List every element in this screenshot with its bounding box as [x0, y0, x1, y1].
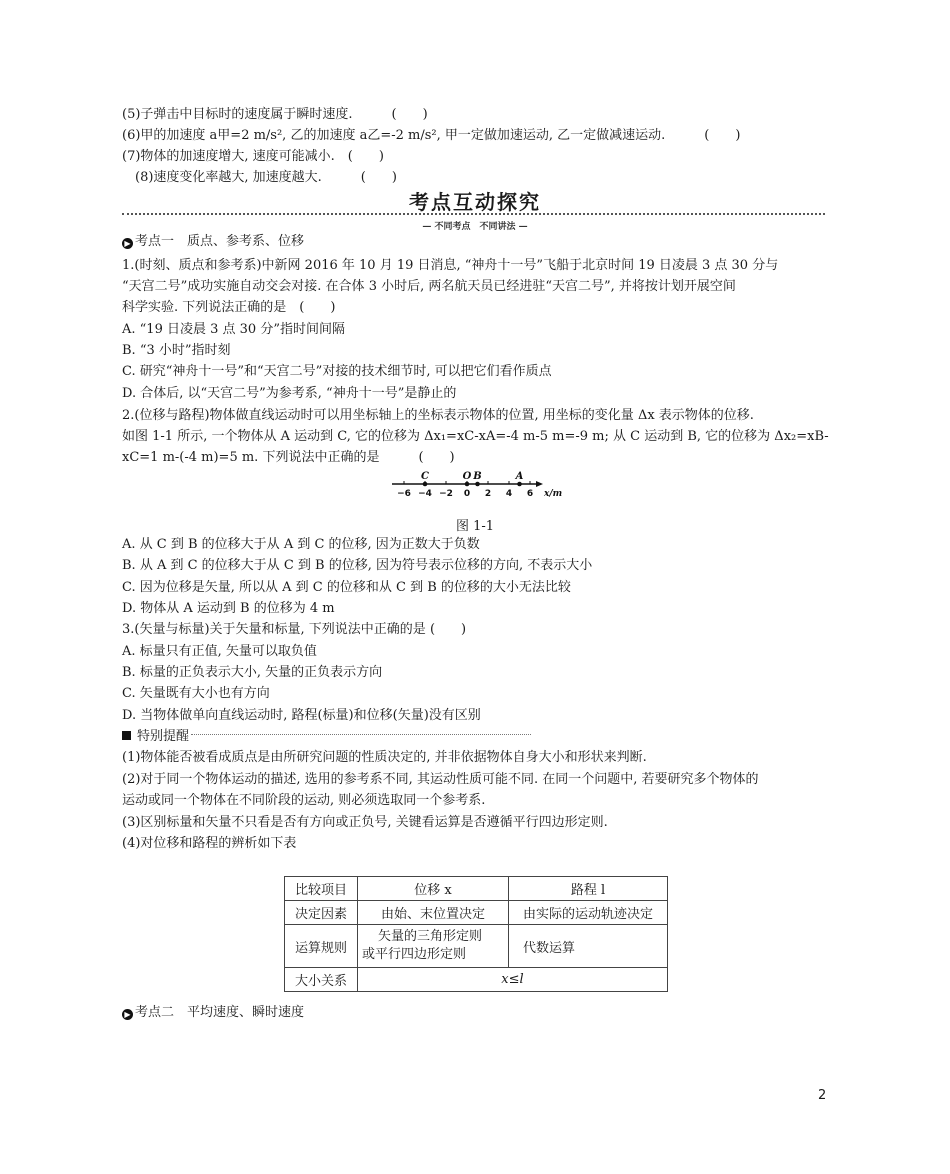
judge-item: (6)甲的加速度 a甲=2 m/s², 乙的加速度 a乙=-2 m/s², 甲一定做加速运动, 乙一定做减速运动. ( ) [122, 128, 741, 143]
tick-label: −4 [418, 489, 432, 499]
point-label: B [473, 471, 482, 482]
tip-line: (3)区别标量和矢量不只看是否有方向或正负号, 关键看运算是否遵循平行四边形定则. [122, 815, 608, 830]
option-line: B. 标量的正负表示大小, 矢量的正负表示方向 [122, 665, 383, 680]
question-line: “天宫二号”成功实施自动交会对接. 在合体 3 小时后, 两名航天员已经进驻“天宫二号”, 并将按计划开展空间 [122, 279, 736, 294]
point-marker [475, 482, 480, 487]
option-line: B. “3 小时”指时刻 [122, 343, 231, 358]
topic-heading [122, 232, 304, 252]
option-line: D. 当物体做单向直线运动时, 路程(标量)和位移(矢量)没有区别 [122, 708, 481, 723]
page-number: 2 [818, 1088, 827, 1103]
tip-line: (4)对位移和路程的辨析如下表 [122, 836, 297, 851]
tip-dotted-rule [191, 734, 531, 735]
judge-item: (7)物体的加速度增大, 速度可能减小. ( ) [122, 149, 384, 164]
judge-item: (8)速度变化率越大, 加速度越大. ( ) [122, 170, 397, 185]
play-bullet-icon: ▶ [122, 238, 133, 249]
tick-label: 6 [526, 489, 534, 499]
table-cell: 决定因素 [285, 901, 358, 925]
table-row [285, 925, 668, 968]
tip-header [122, 727, 531, 747]
tip-header-label: 特别提醒 [137, 729, 190, 744]
judge-item: (5)子弹击中目标时的速度属于瞬时速度. ( ) [122, 107, 428, 122]
tick-label: −6 [397, 489, 411, 499]
table-cell-line: 或平行四边形定则 [362, 947, 467, 962]
option-line: C. 研究“神舟十一号”和“天宫二号”对接的技术细节时, 可以把它们看作质点 [122, 364, 552, 379]
point-label: O [462, 471, 472, 482]
point-label: C [421, 471, 429, 482]
option-line: C. 矢量既有大小也有方向 [122, 686, 270, 701]
question-line: xC=1 m-(-4 m)=5 m. 下列说法中正确的是 ( ) [122, 450, 455, 465]
tip-line: (2)对于同一个物体运动的描述, 选用的参考系不同, 其运动性质可能不同. 在同一个问题中, 若要研究多个物体的 [122, 772, 759, 787]
point-marker [423, 482, 428, 487]
option-line: C. 因为位移是矢量, 所以从 A 到 C 的位移和从 C 到 B 的位移的大小无法比较 [122, 580, 571, 595]
question-line: 3.(矢量与标量)关于矢量和标量, 下列说法中正确的是 ( ) [122, 622, 467, 637]
table-cell: 代数运算 [509, 925, 668, 968]
table-cell [358, 925, 509, 968]
tick-label: −2 [439, 489, 453, 499]
figure-caption: 图 1-1 [455, 519, 495, 534]
tick-label: 2 [484, 489, 492, 499]
topic-label: 考点一 质点、参考系、位移 [135, 234, 305, 249]
table-cell-line: 矢量的三角形定则 [378, 929, 483, 944]
table-cell: 由实际的运动轨迹决定 [509, 901, 668, 925]
table-row [285, 968, 668, 992]
play-bullet-icon: ▶ [122, 1009, 133, 1020]
option-line: D. 合体后, 以“天宫二号”为参考系, “神舟十一号”是静止的 [122, 386, 457, 401]
section-title: 考点互动探究 [409, 190, 541, 214]
section-divider [122, 213, 825, 215]
tip-line: (1)物体能否被看成质点是由所研究问题的性质决定的, 并非依据物体自身大小和形状来判断. [122, 750, 647, 765]
option-line: A. “19 日凌晨 3 点 30 分”指时间间隔 [122, 322, 345, 337]
axis-label: x/m [544, 489, 563, 499]
table-cell: 运算规则 [285, 925, 358, 968]
tick-label: 0 [463, 489, 471, 499]
tick-label: 4 [505, 489, 513, 499]
table-header-cell [358, 877, 509, 901]
tip-line: 运动或同一个物体在不同阶段的运动, 则必须选取同一个参考系. [122, 793, 486, 808]
question-line: 2.(位移与路程)物体做直线运动时可以用坐标轴上的坐标表示物体的位置, 用坐标的变化量 Δx 表示物体的位移. [122, 408, 754, 423]
option-line: D. 物体从 A 运动到 B 的位移为 4 m [122, 601, 335, 616]
section-subtitle: — 不同考点 不同讲法 — [422, 222, 528, 232]
axis-arrow-icon [536, 481, 543, 487]
table-header-row [285, 877, 668, 901]
table-cell: 大小关系 [285, 968, 358, 992]
option-line: A. 标量只有正值, 矢量可以取负值 [122, 644, 317, 659]
question-line: 1.(时刻、质点和参考系)中新网 2016 年 10 月 19 日消息, “神舟十一号”飞船于北京时间 19 日凌晨 3 点 30 分与 [122, 258, 779, 273]
point-label: A [515, 471, 524, 482]
square-bullet-icon [122, 731, 131, 740]
option-line: B. 从 A 到 C 的位移大于从 C 到 B 的位移, 因为符号表示位移的方向, 不表示大小 [122, 558, 593, 573]
table-header-cell: 路程 l [509, 877, 668, 901]
table-row [285, 901, 668, 925]
table-cell: x≤l [358, 968, 668, 992]
header-text: 位移 x [414, 883, 452, 898]
point-marker [465, 482, 470, 487]
number-line-figure [386, 462, 566, 504]
topic-heading [122, 1003, 304, 1023]
table-header-cell: 比较项目 [285, 877, 358, 901]
comparison-table [284, 876, 668, 992]
topic-label: 考点二 平均速度、瞬时速度 [135, 1005, 305, 1020]
point-marker [517, 482, 522, 487]
option-line: A. 从 C 到 B 的位移大于从 A 到 C 的位移, 因为正数大于负数 [122, 537, 480, 552]
question-line: 科学实验. 下列说法正确的是 ( ) [122, 300, 336, 315]
question-line: 如图 1-1 所示, 一个物体从 A 运动到 C, 它的位移为 Δx₁=xC-xA=-4 m-5 m=-9 m; 从 C 运动到 B, 它的位移为 Δx₂=xB- [122, 429, 829, 444]
table-cell: 由始、末位置决定 [358, 901, 509, 925]
